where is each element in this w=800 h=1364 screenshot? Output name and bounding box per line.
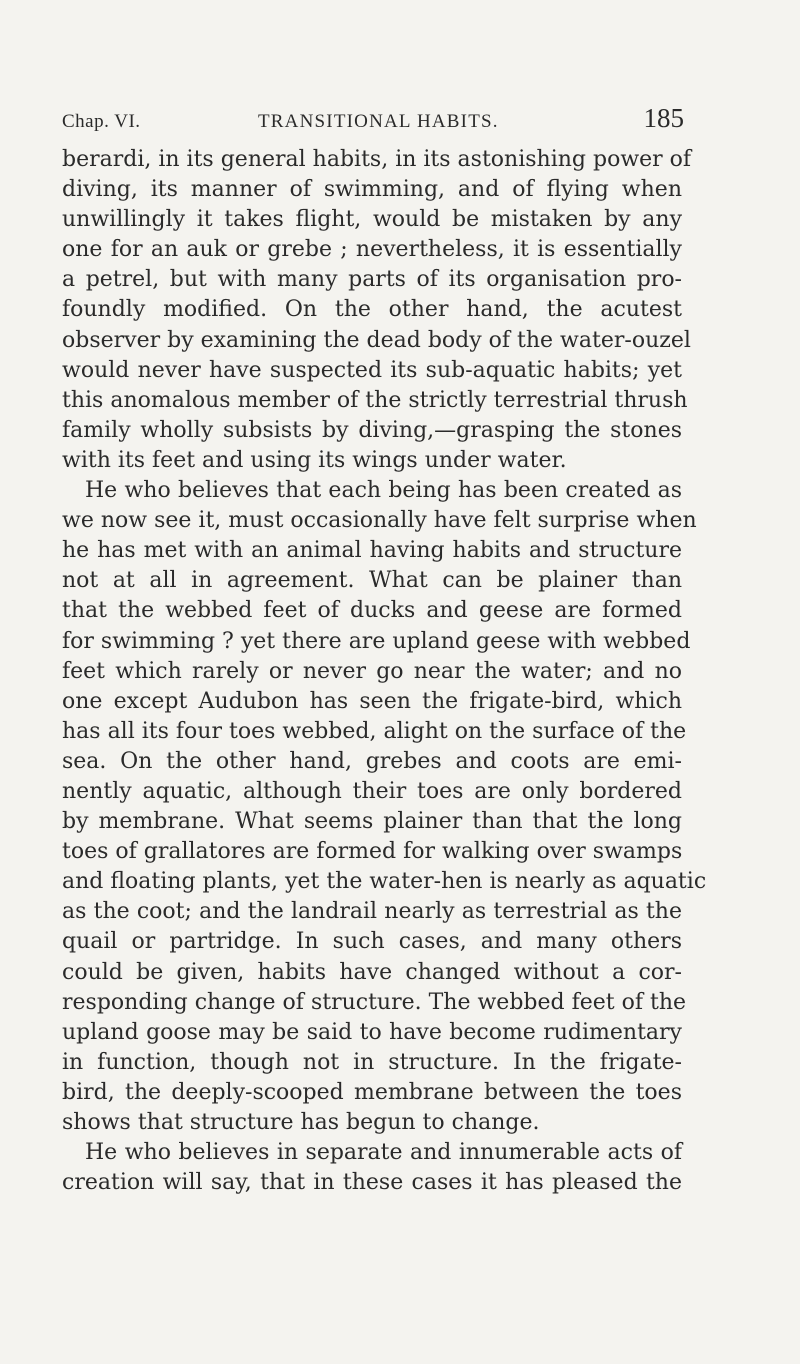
text-line: for swimming ? yet there are upland geese with webbed — [62, 628, 691, 654]
text-line: one except Audubon has seen the frigate-bird, which — [62, 688, 682, 714]
text-line: foundly modified. On the other hand, the acutest — [62, 297, 682, 323]
text-line: unwillingly it takes flight, would be mistaken by any — [62, 207, 682, 233]
text-line: upland goose may be said to have become rudimentary — [62, 1019, 682, 1045]
text-line: would never have suspected its sub-aquatic habits; yet — [62, 357, 682, 383]
text-line: creation will say, that in these cases it has pleased the — [62, 1170, 682, 1196]
text-line: bird, the deeply-scooped membrane between the toes — [62, 1079, 682, 1105]
text-line: with its feet and using its wings under water. — [62, 447, 567, 473]
paragraph-start-line: He who believes that each being has been created as — [85, 478, 682, 504]
text-line: family wholly subsists by diving,—grasping the stones — [62, 417, 682, 443]
text-line: this anomalous member of the strictly terrestrial thrush — [62, 387, 688, 413]
running-head — [62, 103, 682, 137]
text-line: not at all in agreement. What can be plainer than — [62, 568, 682, 594]
text-line: toes of grallatores are formed for walking over swamps — [62, 839, 683, 865]
paragraph-start-line: He who believes in separate and innumerable acts of — [85, 1140, 682, 1166]
text-line: feet which rarely or never go near the water; and no — [62, 658, 682, 684]
running-title: TRANSITIONAL HABITS. — [258, 111, 499, 132]
text-line: he has met with an animal having habits and structure — [62, 538, 682, 564]
text-line: diving, its manner of swimming, and of flying when — [62, 177, 682, 203]
text-line: one for an auk or grebe ; nevertheless, it is essentially — [62, 237, 682, 263]
text-line: by membrane. What seems plainer than that the long — [62, 809, 682, 835]
text-line: and floating plants, yet the water-hen is nearly as aquatic — [62, 869, 707, 895]
text-line: shows that structure has begun to change. — [62, 1110, 540, 1135]
text-line: berardi, in its general habits, in its astonishing power of — [62, 147, 692, 172]
text-line: could be given, habits have changed without a cor- — [62, 959, 682, 985]
text-line: as the coot; and the landrail nearly as terrestrial as the — [62, 899, 682, 925]
text-line: responding change of structure. The webbed feet of the — [62, 989, 687, 1015]
text-line: observer by examining the dead body of the water-ouzel — [62, 327, 691, 353]
chapter-label: Chap. VI. — [62, 111, 141, 132]
page-number: 185 — [643, 103, 684, 133]
text-line: in function, though not in structure. In the frigate- — [62, 1049, 682, 1075]
text-line: a petrel, but with many parts of its organisation pro- — [62, 267, 682, 293]
text-line: quail or partridge. In such cases, and many others — [62, 929, 682, 955]
text-line: we now see it, must occasionally have felt surprise when — [62, 508, 697, 534]
text-line: that the webbed feet of ducks and geese are formed — [62, 598, 682, 624]
body-text — [62, 145, 707, 1198]
text-line: sea. On the other hand, grebes and coots are emi- — [62, 748, 682, 774]
text-line: has all its four toes webbed, alight on the surface of the — [62, 718, 687, 744]
text-line: nently aquatic, although their toes are only bordered — [62, 778, 682, 804]
